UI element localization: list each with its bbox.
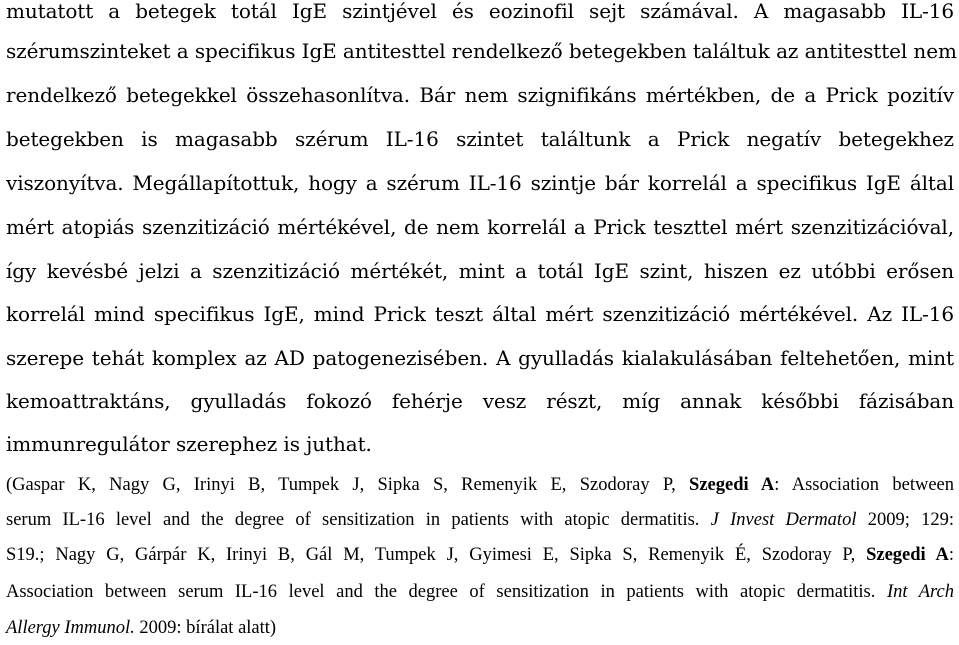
reference-line-5 [6, 618, 954, 639]
reference-colon: : [948, 545, 954, 565]
body-line-11: immunregulátor szerephez is juthat. [6, 432, 372, 456]
reference-authors: (Gaspar K, Nagy G, Irinyi B, Tumpek J, Sipka S, Remenyik E, Szodoray P, [6, 475, 690, 495]
reference-volume: 2009; 129: [856, 510, 954, 530]
body-line-8: korrelál mind specifikus IgE, mind Prick teszt által mért szenzitizáció mértékével. Az IL-16 [6, 302, 954, 326]
body-line-1: mutatott a betegek totál IgE szintjével és eozinofil sejt számával. A magasabb IL-16 [6, 0, 954, 23]
body-line-7: így kevésbé jelzi a szenzitizáció mértékét, mint a totál IgE szint, hiszen ez utóbbi erősen [6, 259, 954, 283]
reference-authors-2: S19.; Nagy G, Gárpár K, Irinyi B, Gál M, Tumpek J, Gyimesi E, Sipka S, Remenyik É, Szodoray P, [6, 545, 867, 565]
reference-title-start: : Association between [774, 475, 954, 495]
body-line-3: rendelkező betegekkel összehasonlítva. Bár nem szignifikáns mértékben, de a Prick pozitív [6, 83, 954, 107]
reference-journal: J Invest Dermatol [710, 510, 857, 530]
body-line-4: betegekben is magasabb szérum IL-16 szintet találtunk a Prick negatív betegekhez [6, 127, 954, 151]
body-line-9: szerepe tehát komplex az AD patogenezisében. A gyulladás kialakulásában feltehetően, mint [6, 346, 954, 370]
reference-status: 2009: bírálat alatt) [134, 618, 277, 638]
body-line-2: szérumszinteket a specifikus IgE antitesttel rendelkező betegekben találtuk az antitesttel nem [6, 39, 957, 63]
reference-line-4 [6, 582, 954, 603]
reference-title-2: Association between serum IL-16 level and the degree of sensitization in patients with atopic dermatitis. [6, 582, 887, 602]
body-line-5: viszonyítva. Megállapítottuk, hogy a szérum IL-16 szintje bár korrelál a specifikus IgE által [6, 171, 954, 195]
reference-author-highlight-2: Szegedi A [866, 545, 949, 565]
reference-author-highlight: Szegedi A [689, 475, 775, 495]
reference-title: serum IL-16 level and the degree of sensitization in patients with atopic dermatitis. [6, 510, 711, 530]
body-line-10: kemoattraktáns, gyulladás fokozó fehérje vesz részt, míg annak későbbi fázisában [6, 389, 954, 413]
reference-journal-2-start: Int Arch [886, 582, 954, 602]
body-line-6: mért atopiás szenzitizáció mértékével, de nem korrelál a Prick teszttel mért szenzitizációval, [6, 215, 954, 239]
reference-line-1 [6, 475, 954, 496]
reference-journal-2-end: Allergy Immunol. [6, 618, 135, 638]
reference-line-2 [6, 510, 954, 531]
reference-line-3 [6, 545, 954, 566]
